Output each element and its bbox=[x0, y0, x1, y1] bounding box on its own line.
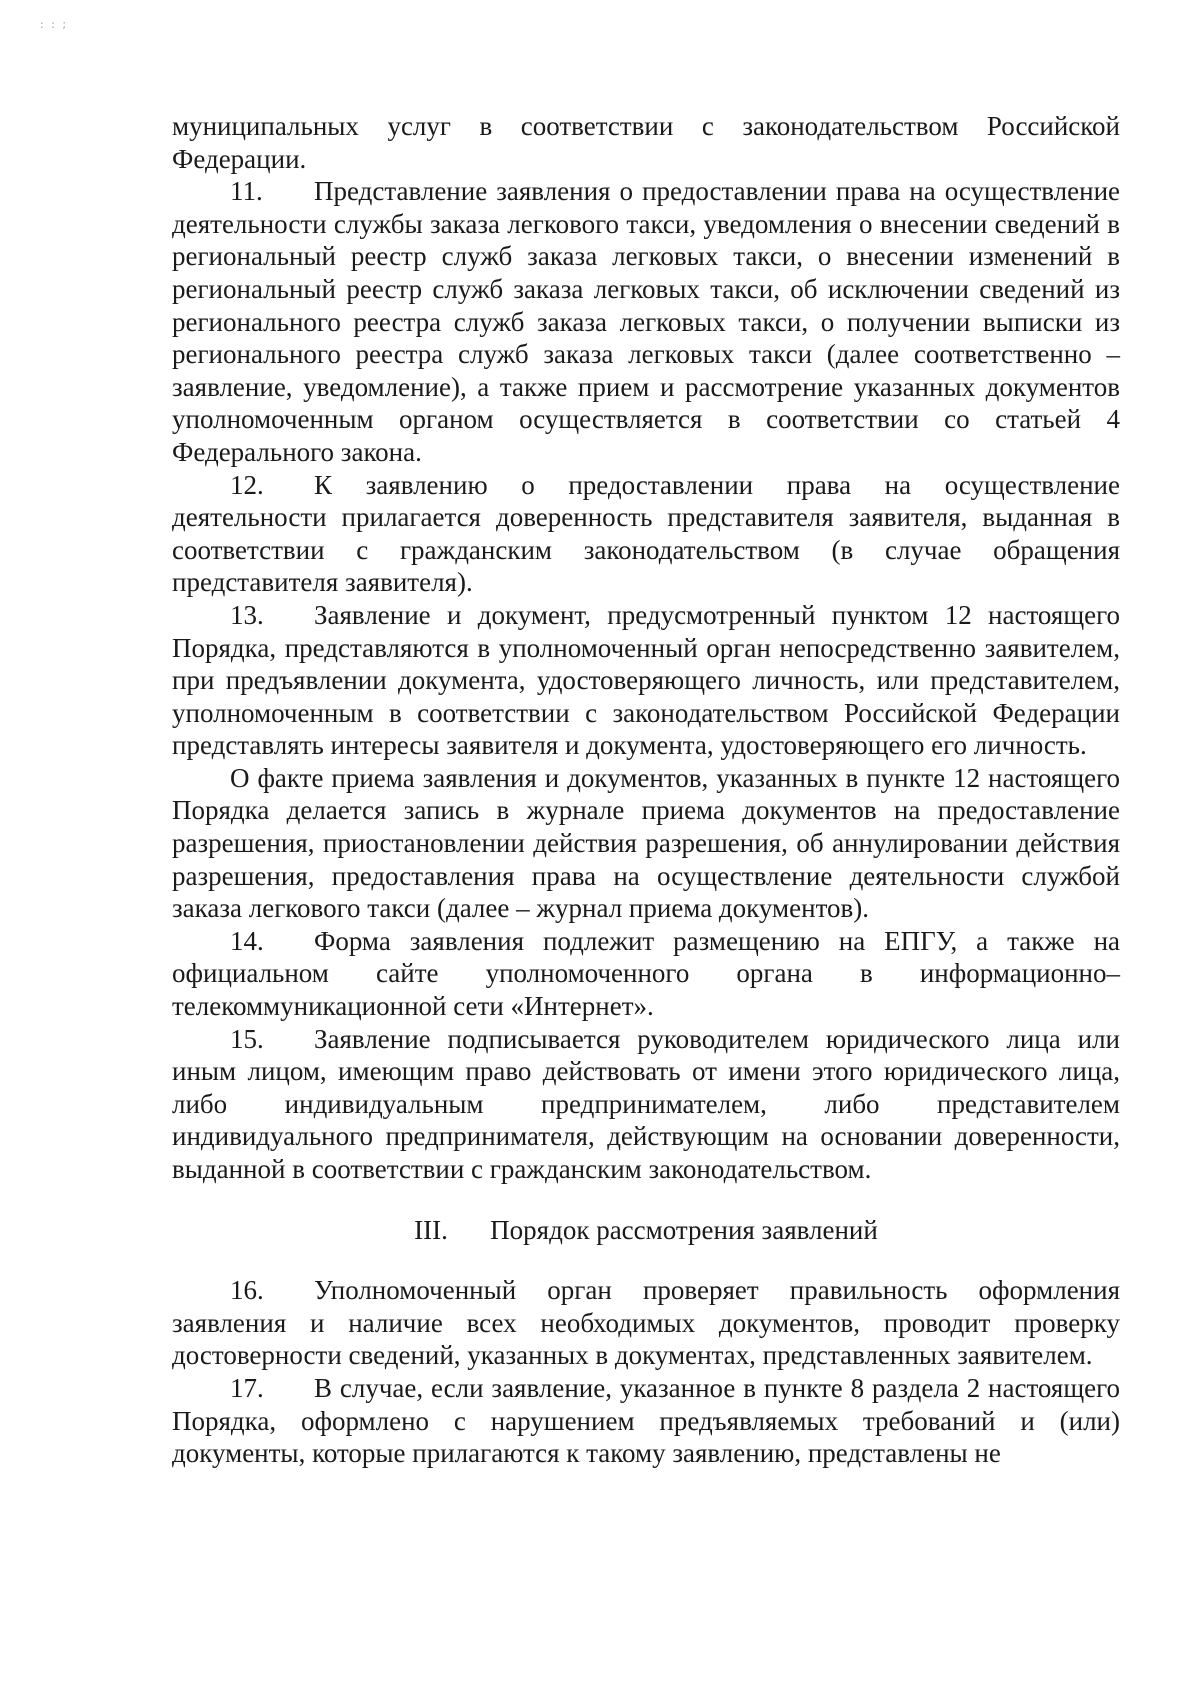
paragraph-14 bbox=[172, 925, 1120, 1023]
document-page bbox=[172, 110, 1120, 1470]
item-number-16: 16. bbox=[230, 1275, 264, 1306]
section-heading bbox=[172, 1214, 1120, 1247]
paragraph-13-continued: О факте приема заявления и документов, указанных в пункте 12 настоящего Порядка делается запись в журнале приема документов на предоставление разрешения, приостановлении действия разрешения, об аннулировании действия разрешения, предоставления права на осуществление деятельности службой заказа легкового такси (далее – журнал приема документов). bbox=[172, 762, 1120, 924]
item-number-17: 17. bbox=[230, 1372, 264, 1403]
paragraph-continuation: муниципальных услуг в соответствии с законодательством Российской Федерации. bbox=[172, 111, 1120, 174]
paragraph-17 bbox=[172, 1372, 1120, 1470]
paragraph-11 bbox=[172, 175, 1120, 468]
paragraph-15 bbox=[172, 1023, 1120, 1186]
paragraph-13 bbox=[172, 599, 1120, 762]
scan-artifact-mark: : : ; bbox=[40, 18, 69, 31]
item-text-12: К заявлению о предоставлении права на осуществление деятельности прилагается доверенность представителя заявителя, выданная в соответствии с гражданским законодательством (в случае обращения представителя заявителя). bbox=[172, 469, 1120, 598]
item-number-13: 13. bbox=[230, 599, 264, 630]
section-title: Порядок рассмотрения заявлений bbox=[490, 1214, 878, 1245]
item-number-14: 14. bbox=[230, 925, 264, 956]
item-number-12: 12. bbox=[230, 469, 264, 500]
item-text-11: Представление заявления о предоставлении права на осуществление деятельности службы заказа легкового такси, уведомления о внесении сведений в региональный реестр служб заказа легковых такси, о внесении изменений в региональный реестр служб заказа легковых такси, об исключении сведений из регионального реестра служб заказа легковых такси, о получении выписки из регионального реестра служб заказа легковых такси (далее соответственно – заявление, уведомление), а также прием и рассмотрение указанных документов уполномоченным органом осуществляется в соответствии со статьей 4 Федерального закона. bbox=[172, 176, 1120, 467]
paragraph-12 bbox=[172, 469, 1120, 599]
paragraph-16 bbox=[172, 1274, 1120, 1372]
section-roman-numeral: III. bbox=[414, 1214, 448, 1245]
item-number-11: 11. bbox=[230, 176, 263, 207]
item-text-14: Форма заявления подлежит размещению на ЕПГУ, а также на официальном сайте уполномоченного органа в информационно–телекоммуникационной сети «Интернет». bbox=[172, 925, 1120, 1022]
item-text-17: В случае, если заявление, указанное в пункте 8 раздела 2 настоящего Порядка, оформлено с нарушением предъявляемых требований и (или) документы, которые прилагаются к такому заявлению, представлены не bbox=[172, 1372, 1120, 1469]
item-text-16: Уполномоченный орган проверяет правильность оформления заявления и наличие всех необходимых документов, проводит проверку достоверности сведений, указанных в документах, представленных заявителем. bbox=[172, 1275, 1120, 1371]
item-number-15: 15. bbox=[230, 1023, 264, 1054]
item-text-15: Заявление подписывается руководителем юридического лица или иным лицом, имеющим право действовать от имени этого юридического лица, либо индивидуальным предпринимателем, либо представителем индивидуального предпринимателя, действующим на основании доверенности, выданной в соответствии с гражданским законодательством. bbox=[172, 1023, 1120, 1184]
item-text-13: Заявление и документ, предусмотренный пунктом 12 настоящего Порядка, представляются в уполномоченный орган непосредственно заявителем, при предъявлении документа, удостоверяющего личность, или представителем, уполномоченным в соответствии с законодательством Российской Федерации представлять интересы заявителя и документа, удостоверяющего его личность. bbox=[172, 599, 1120, 761]
